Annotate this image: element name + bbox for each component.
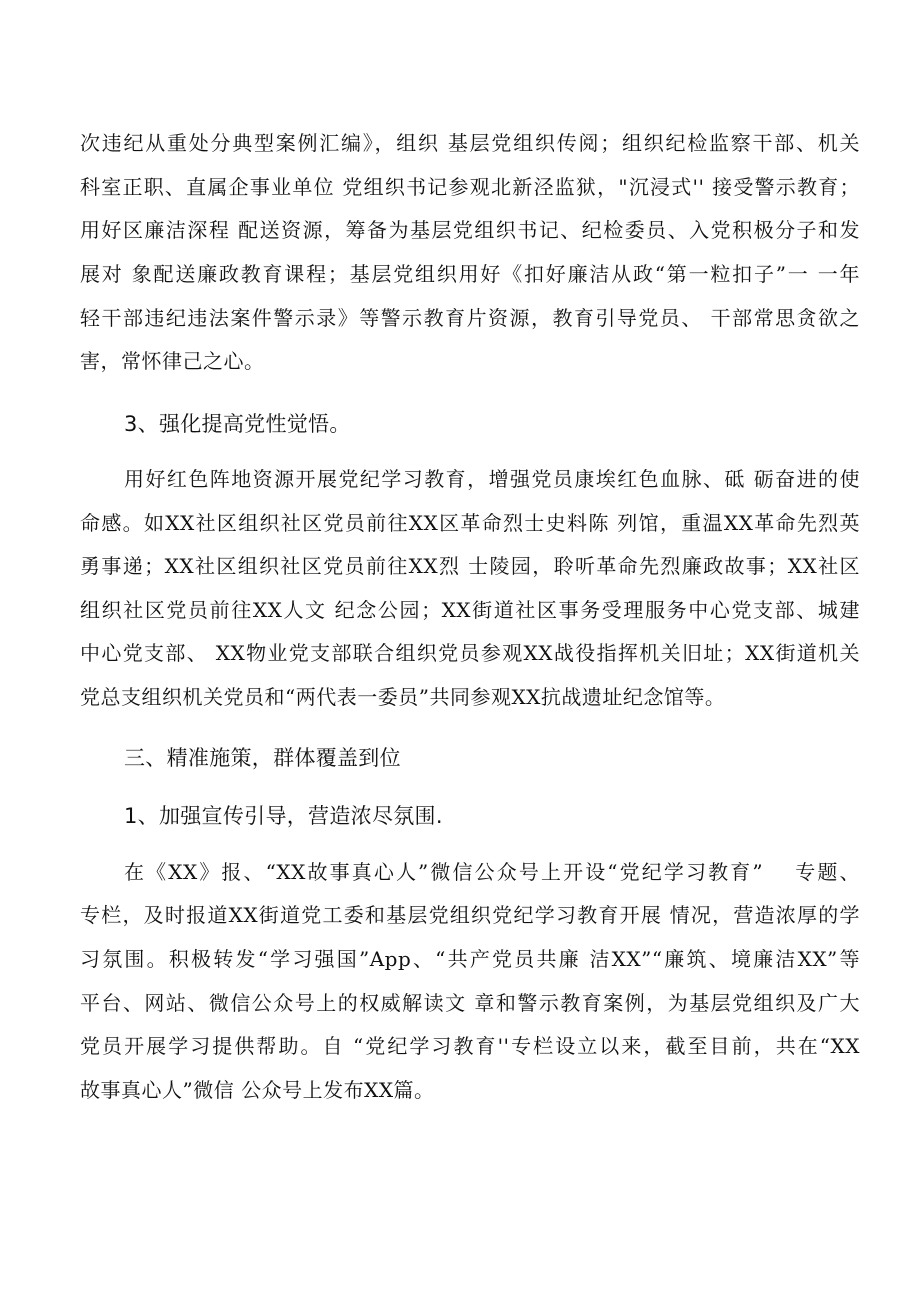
subheading-strengthen-party-spirit: 3、强化提高党性觉悟。	[124, 412, 351, 436]
section-heading-precise-measures: 三、精准施策，群体覆盖到位	[124, 746, 401, 770]
paragraph-line: 专栏，及时报道XX街道党工委和基层党组织党纪学习教育开展 情况，营造浓厚的学	[80, 903, 860, 927]
paragraph-line: 党总支组织机关党员和“两代表一委员”共同参观XX抗战遗址纪念馆等。	[80, 685, 726, 709]
paragraph-line: 科室正职、直属企事业单位 党组织书记参观北新泾监狱，"沉浸式'' 接受警示教育；	[80, 175, 860, 199]
paragraph-line: 勇事递；XX社区组织社区党员前往XX烈 士陵园，聆听革命先烈廉政故事；XX社区	[80, 554, 860, 578]
paragraph-line: 中心党支部、 XX物业党支部联合组织党员参观XX战役指挥机关旧址；XX街道机关	[80, 641, 860, 665]
paragraph-line: 党员开展学习提供帮助。自 “党纪学习教育''专栏设立以来，截至目前，共在“XX	[80, 1034, 860, 1058]
paragraph-line: 在《XX》报、“XX故事真心人”微信公众号上开设“党纪学习教育” 专题、	[124, 860, 860, 884]
paragraph-line: 平台、网站、微信公众号上的权威解读文 章和警示教育案例，为基层党组织及广大	[80, 991, 860, 1015]
paragraph-line: 用好区廉洁深程 配送资源，筹备为基层党组织书记、纪检委员、入党积极分子和发	[80, 218, 860, 242]
paragraph-line: 次违纪从重处分典型案例汇编》，组织 基层党组织传阅；组织纪检监察干部、机关	[80, 131, 860, 155]
paragraph-line: 命感。如XX社区组织社区党员前往XX区革命烈士史料陈 列馆，重温XX革命先烈英	[80, 511, 860, 535]
paragraph-line: 轻干部违纪违法案件警示录》等警示教育片资源，教育引导党员、 干部常思贪欲之	[80, 306, 860, 330]
paragraph-line: 用好红色阵地资源开展党纪学习教育，增强党员康埃红色血脉、砥 砺奋进的使	[124, 467, 860, 491]
paragraph-line: 故事真心人”微信 公众号上发布XX篇。	[80, 1078, 435, 1102]
paragraph-line: 习氛围。积极转发“学习强国”App、“共产党员共廉 洁XX”“廉筑、境廉洁XX”等	[80, 947, 860, 971]
subheading-publicity-guidance: 1、加强宣传引导，营造浓尽氛围.	[124, 804, 443, 828]
paragraph-line: 害，常怀律己之心。	[80, 349, 265, 373]
paragraph-line: 组织社区党员前往XX人文 纪念公园；XX街道社区事务受理服务中心党支部、城建	[80, 598, 860, 622]
paragraph-line: 展对 象配送廉政教育课程；基层党组织用好《扣好廉洁从政“第一粒扣子”一 一年	[80, 262, 860, 286]
